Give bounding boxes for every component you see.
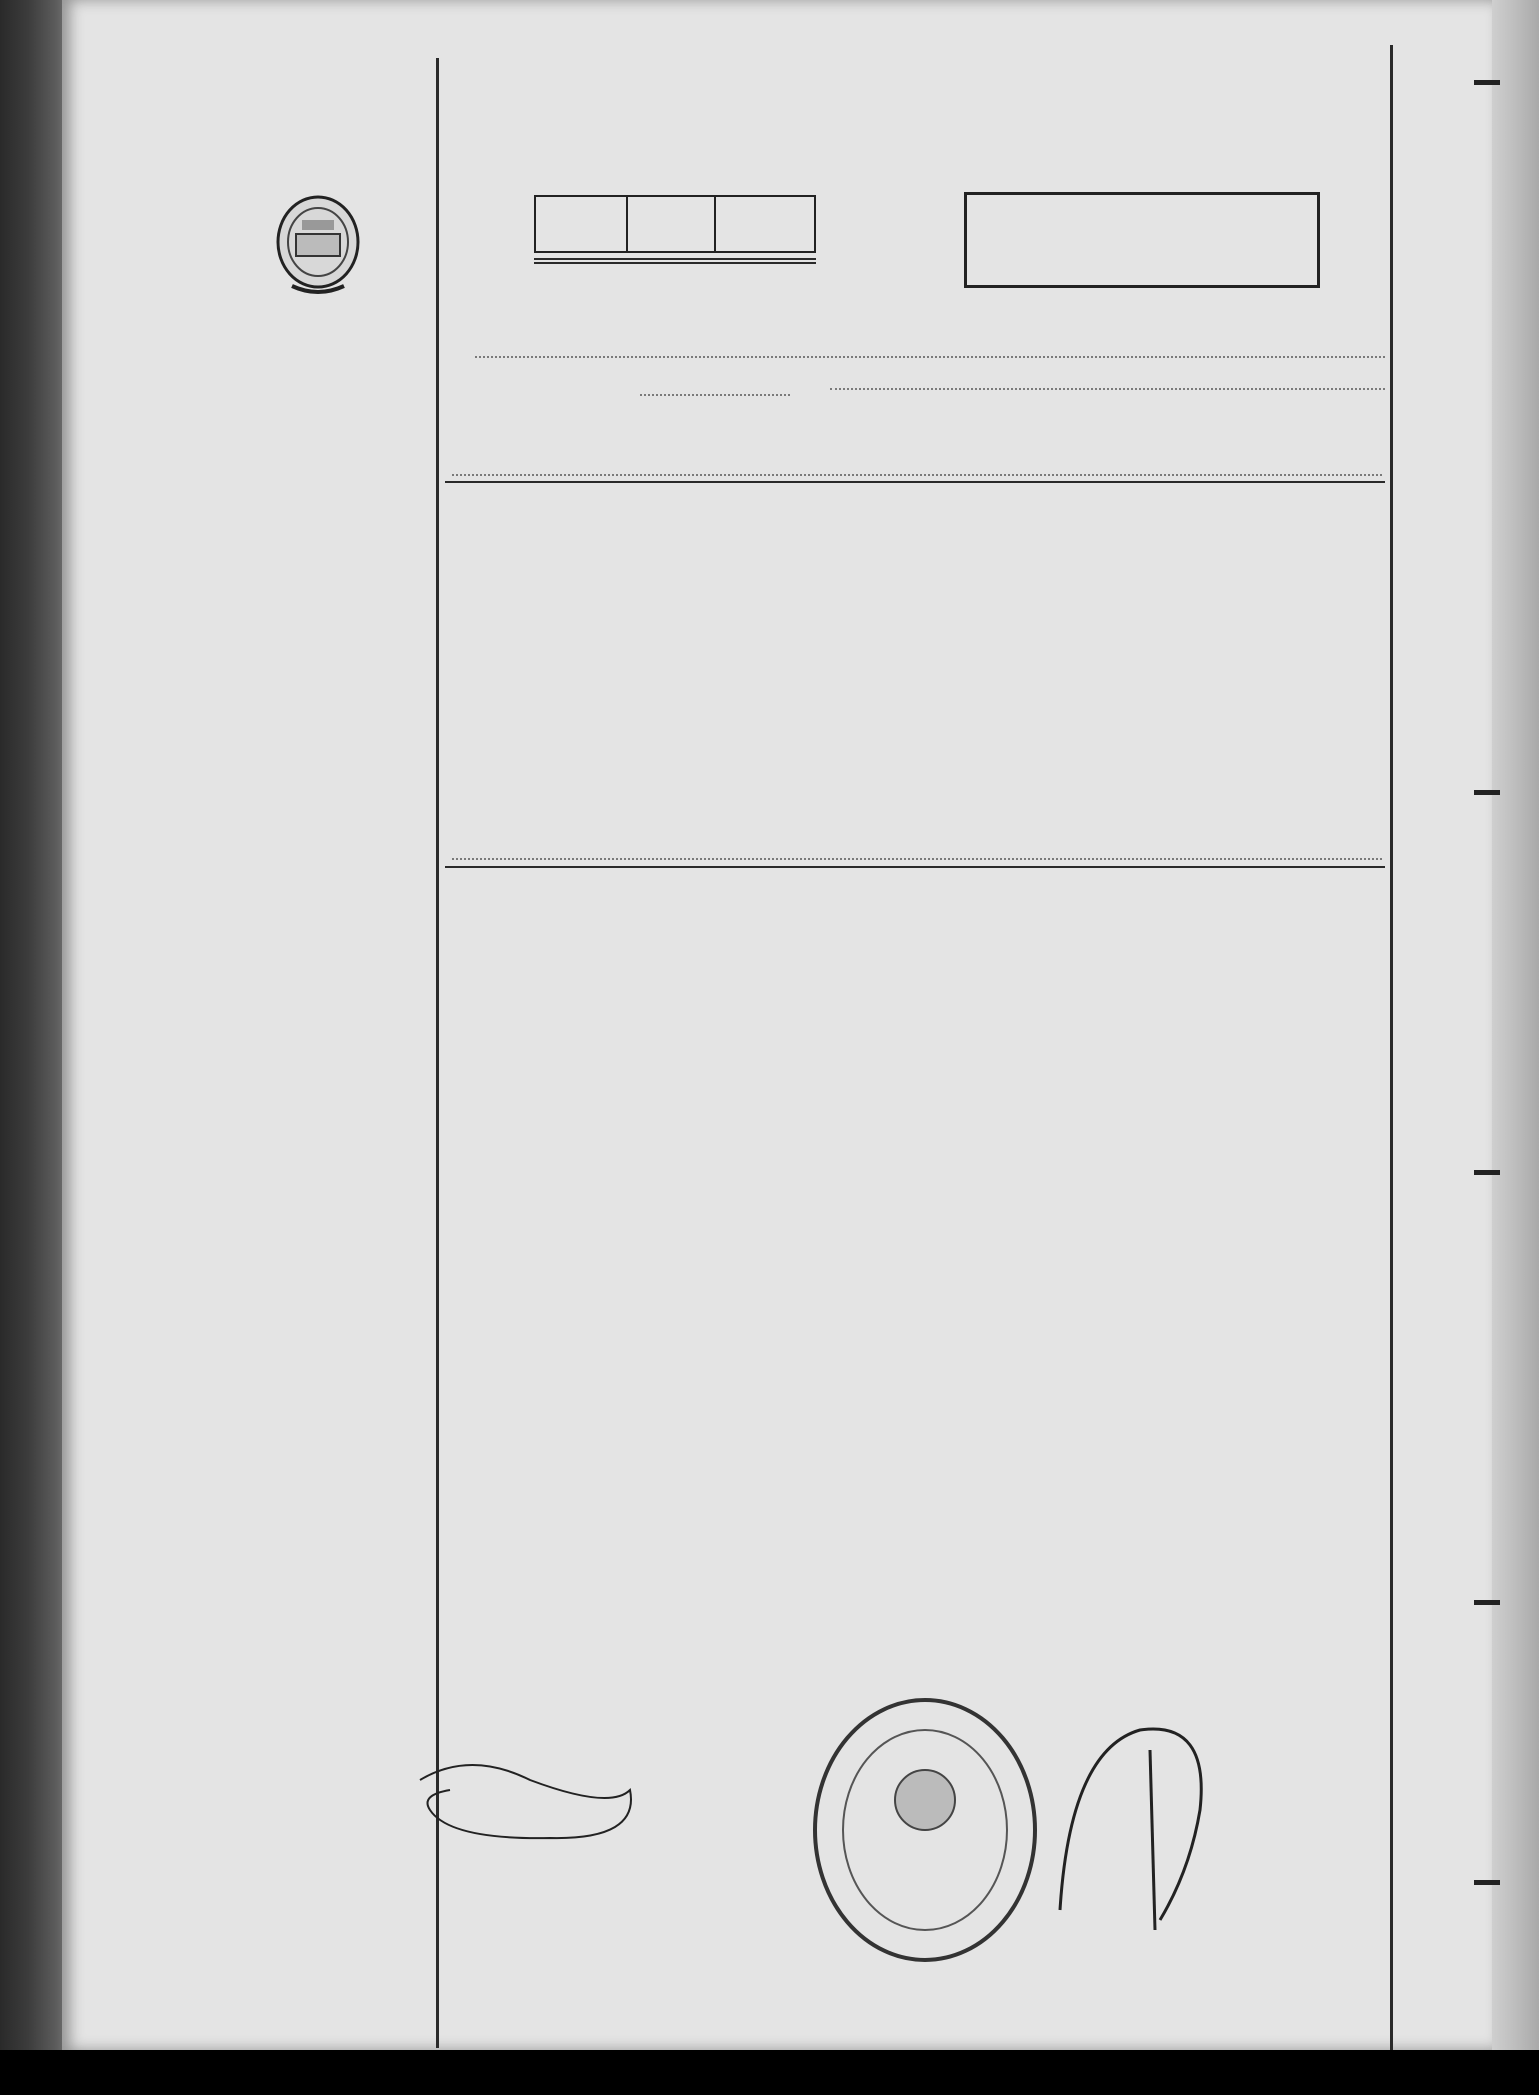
footer-filename xyxy=(0,2050,1539,2095)
table-bottom xyxy=(534,258,816,260)
section-divider xyxy=(445,481,1385,483)
anio-cell xyxy=(714,195,816,253)
place-line xyxy=(475,356,1385,358)
scribble-signature xyxy=(410,1750,650,1850)
edge-marker xyxy=(1474,80,1500,85)
groom-name-line xyxy=(452,474,1382,476)
edge-marker xyxy=(1474,1600,1500,1605)
tomo-cell xyxy=(534,195,628,253)
round-stamp xyxy=(805,1690,1045,1970)
bride-name-line xyxy=(452,858,1382,860)
register-page xyxy=(62,0,1492,2050)
acta-cell xyxy=(626,195,716,253)
act-type-box xyxy=(964,192,1320,288)
edge-marker xyxy=(1474,1880,1500,1885)
edge-marker xyxy=(1474,790,1500,795)
seal-icon xyxy=(272,190,364,300)
book-spine xyxy=(0,0,70,2050)
right-border xyxy=(1390,45,1393,2050)
day-line xyxy=(640,394,790,396)
edge-marker xyxy=(1474,1170,1500,1175)
official-signature xyxy=(1040,1710,1240,1940)
page-stack-edge xyxy=(1492,0,1539,2050)
table-bottom-2 xyxy=(534,262,816,264)
section-divider xyxy=(445,866,1385,868)
month-line xyxy=(830,388,1385,390)
provincial-seal xyxy=(272,190,364,300)
